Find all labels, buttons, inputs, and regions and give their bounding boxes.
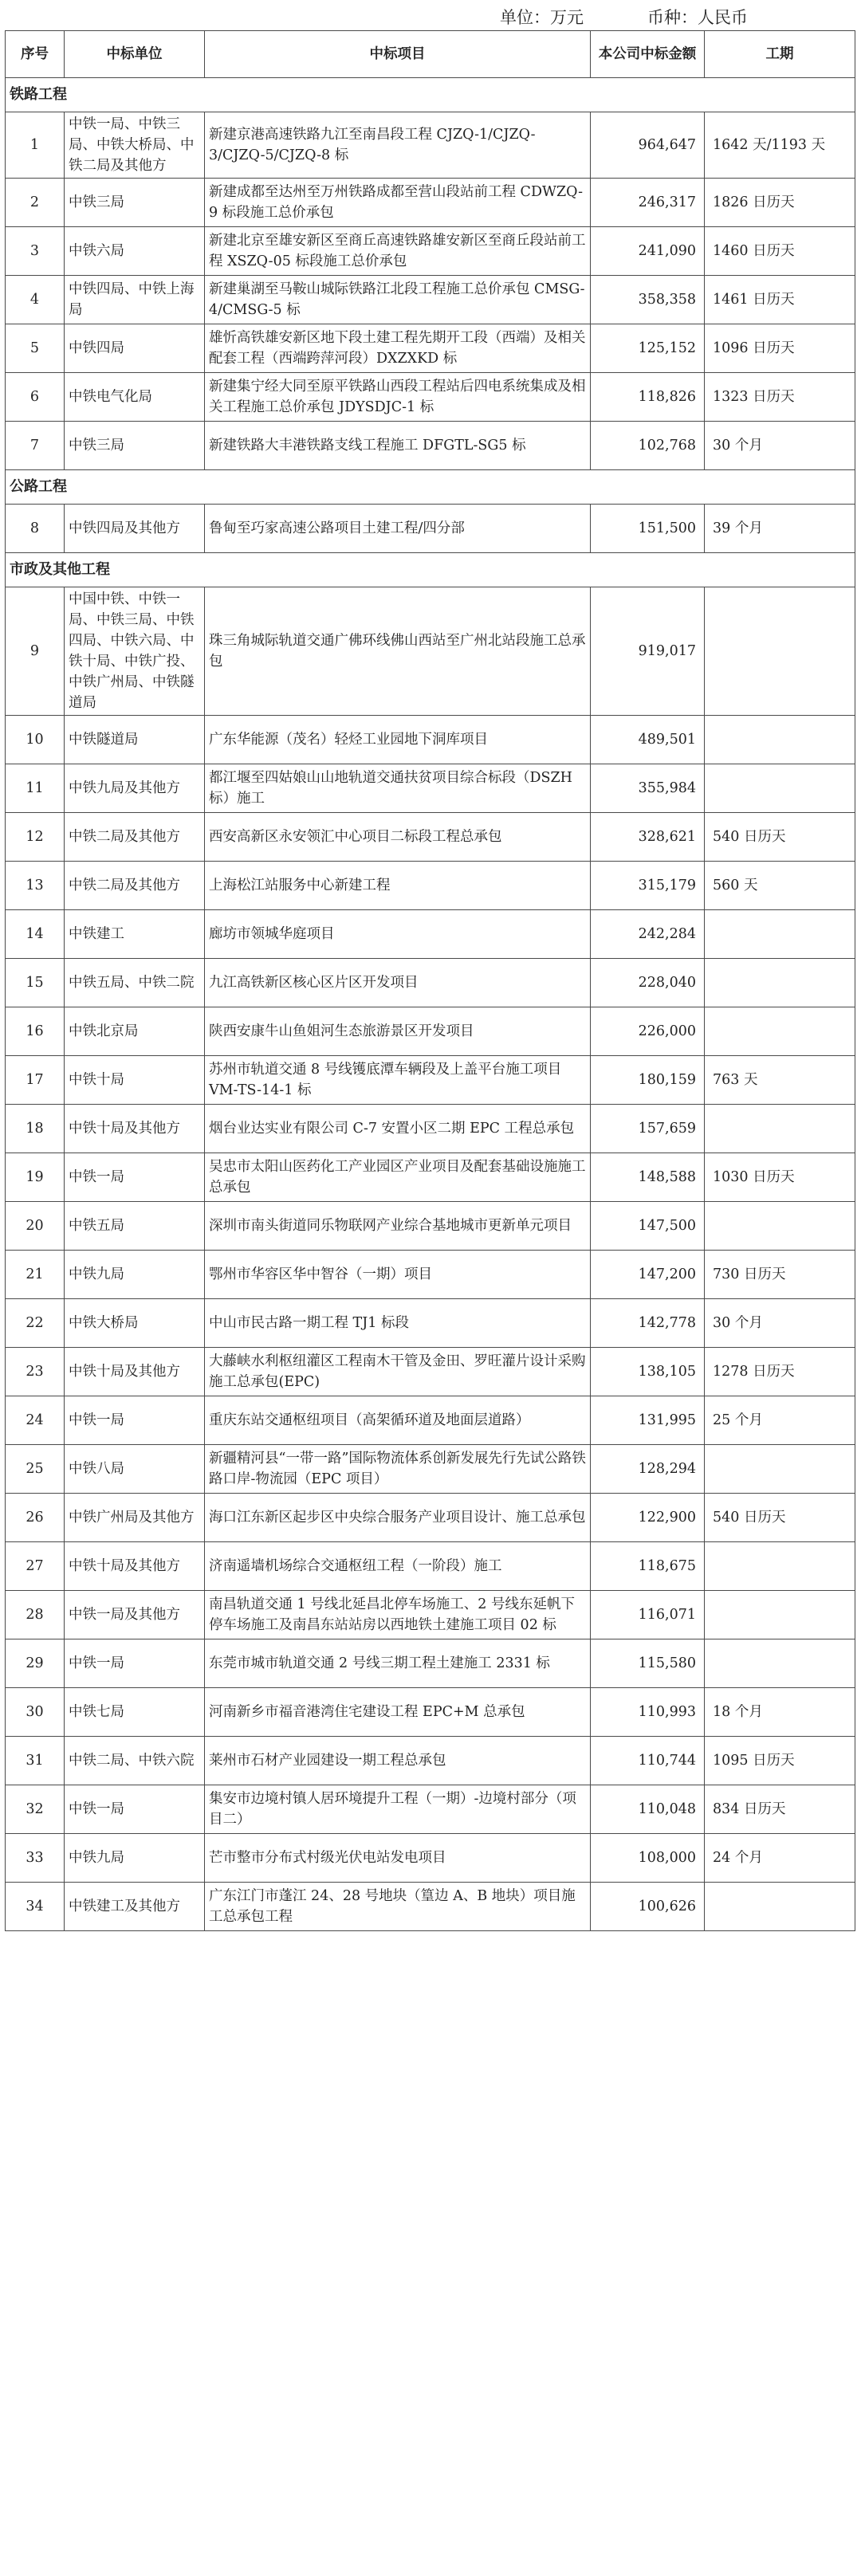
- row-winning-unit: 中铁一局: [65, 1153, 205, 1202]
- table-row: [6, 1299, 855, 1348]
- row-index: 7: [6, 422, 65, 470]
- row-period: 1323 日历天: [705, 373, 855, 422]
- row-amount: 228,040: [591, 959, 705, 1007]
- row-winning-unit: 中铁建工及其他方: [65, 1883, 205, 1931]
- row-period: 1278 日历天: [705, 1348, 855, 1396]
- row-winning-unit: 中铁四局、中铁上海局: [65, 276, 205, 324]
- row-winning-unit: 中铁二局、中铁六院: [65, 1737, 205, 1785]
- col-header-amount: 本公司中标金额: [591, 31, 705, 78]
- row-index: 30: [6, 1688, 65, 1737]
- row-period: [705, 1202, 855, 1251]
- row-index: 5: [6, 324, 65, 373]
- row-period: 730 日历天: [705, 1251, 855, 1299]
- row-winning-unit: 中铁五局: [65, 1202, 205, 1251]
- row-index: 20: [6, 1202, 65, 1251]
- row-index: 33: [6, 1834, 65, 1883]
- row-index: 11: [6, 764, 65, 813]
- row-period: [705, 1105, 855, 1153]
- row-winning-unit: 中铁九局: [65, 1251, 205, 1299]
- row-period: 39 个月: [705, 505, 855, 553]
- row-project: 海口江东新区起步区中央综合服务产业项目设计、施工总承包: [205, 1494, 591, 1542]
- table-row: [6, 1494, 855, 1542]
- row-amount: 110,993: [591, 1688, 705, 1737]
- col-header-index: 序号: [6, 31, 65, 78]
- row-index: 1: [6, 112, 65, 179]
- table-row: [6, 373, 855, 422]
- row-project: 新建成都至达州至万州铁路成都至营山段站前工程 CDWZQ-9 标段施工总价承包: [205, 179, 591, 227]
- table-row: [6, 1007, 855, 1056]
- row-project: 廊坊市领城华庭项目: [205, 910, 591, 959]
- row-project: 重庆东站交通枢纽项目（高架循环道及地面层道路）: [205, 1396, 591, 1445]
- section-title: 铁路工程: [6, 78, 855, 112]
- row-amount: 147,500: [591, 1202, 705, 1251]
- table-row: [6, 764, 855, 813]
- row-project: 中山市民古路一期工程 TJ1 标段: [205, 1299, 591, 1348]
- section-title: 公路工程: [6, 470, 855, 505]
- row-winning-unit: 中国中铁、中铁一局、中铁三局、中铁四局、中铁六局、中铁十局、中铁广投、中铁广州局、中铁隧道局: [65, 587, 205, 716]
- row-project: 集安市边境村镇人居环境提升工程（一期）-边境村部分（项目二）: [205, 1785, 591, 1834]
- table-row: [6, 1834, 855, 1883]
- table-body: [6, 78, 855, 1931]
- row-winning-unit: 中铁九局及其他方: [65, 764, 205, 813]
- row-index: 3: [6, 227, 65, 276]
- row-index: 28: [6, 1591, 65, 1639]
- row-winning-unit: 中铁二局及其他方: [65, 862, 205, 910]
- table-row: [6, 1251, 855, 1299]
- currency-label: 币种：人民币: [647, 8, 748, 27]
- bid-table: [5, 30, 855, 1931]
- row-project: 都江堰至四姑娘山山地轨道交通扶贫项目综合标段（DSZH 标）施工: [205, 764, 591, 813]
- row-amount: 246,317: [591, 179, 705, 227]
- row-winning-unit: 中铁一局: [65, 1639, 205, 1688]
- row-winning-unit: 中铁八局: [65, 1445, 205, 1494]
- row-winning-unit: 中铁二局及其他方: [65, 813, 205, 862]
- row-index: 15: [6, 959, 65, 1007]
- row-period: 25 个月: [705, 1396, 855, 1445]
- row-amount: 115,580: [591, 1639, 705, 1688]
- table-row: [6, 1883, 855, 1931]
- row-winning-unit: 中铁四局及其他方: [65, 505, 205, 553]
- row-period: 1642 天/1193 天: [705, 112, 855, 179]
- table-row: [6, 1202, 855, 1251]
- table-row: [6, 112, 855, 179]
- row-index: 12: [6, 813, 65, 862]
- row-period: 834 日历天: [705, 1785, 855, 1834]
- table-row: [6, 716, 855, 764]
- row-amount: 102,768: [591, 422, 705, 470]
- table-row: [6, 1542, 855, 1591]
- row-winning-unit: 中铁九局: [65, 1834, 205, 1883]
- table-row: [6, 587, 855, 716]
- row-winning-unit: 中铁北京局: [65, 1007, 205, 1056]
- row-period: 24 个月: [705, 1834, 855, 1883]
- row-amount: 138,105: [591, 1348, 705, 1396]
- table-row: [6, 813, 855, 862]
- row-amount: 315,179: [591, 862, 705, 910]
- table-row: [6, 1105, 855, 1153]
- row-amount: 358,358: [591, 276, 705, 324]
- row-index: 22: [6, 1299, 65, 1348]
- row-amount: 118,826: [591, 373, 705, 422]
- row-index: 26: [6, 1494, 65, 1542]
- row-project: 新建铁路大丰港铁路支线工程施工 DFGTL-SG5 标: [205, 422, 591, 470]
- row-winning-unit: 中铁十局及其他方: [65, 1542, 205, 1591]
- row-index: 2: [6, 179, 65, 227]
- row-period: 1095 日历天: [705, 1737, 855, 1785]
- table-row: [6, 1153, 855, 1202]
- table-row: [6, 959, 855, 1007]
- row-project: 陕西安康牛山鱼姐河生态旅游景区开发项目: [205, 1007, 591, 1056]
- row-index: 34: [6, 1883, 65, 1931]
- row-period: [705, 1445, 855, 1494]
- row-period: [705, 716, 855, 764]
- row-amount: 128,294: [591, 1445, 705, 1494]
- row-project: 吴忠市太阳山医药化工产业园区产业项目及配套基础设施施工总承包: [205, 1153, 591, 1202]
- row-period: [705, 910, 855, 959]
- row-period: 1461 日历天: [705, 276, 855, 324]
- row-project: 珠三角城际轨道交通广佛环线佛山西站至广州北站段施工总承包: [205, 587, 591, 716]
- row-amount: 116,071: [591, 1591, 705, 1639]
- row-winning-unit: 中铁五局、中铁二院: [65, 959, 205, 1007]
- row-project: 鄂州市华容区华中智谷（一期）项目: [205, 1251, 591, 1299]
- row-winning-unit: 中铁大桥局: [65, 1299, 205, 1348]
- table-row: [6, 1737, 855, 1785]
- row-winning-unit: 中铁三局: [65, 179, 205, 227]
- row-winning-unit: 中铁六局: [65, 227, 205, 276]
- table-row: [6, 422, 855, 470]
- row-period: 763 天: [705, 1056, 855, 1105]
- row-winning-unit: 中铁四局: [65, 324, 205, 373]
- row-index: 4: [6, 276, 65, 324]
- row-project: 广东江门市蓬江 24、28 号地块（篁边 A、B 地块）项目施工总承包工程: [205, 1883, 591, 1931]
- row-index: 27: [6, 1542, 65, 1591]
- section-header-row: [6, 470, 855, 505]
- row-index: 6: [6, 373, 65, 422]
- row-amount: 147,200: [591, 1251, 705, 1299]
- col-header-period: 工期: [705, 31, 855, 78]
- row-amount: 489,501: [591, 716, 705, 764]
- row-period: [705, 959, 855, 1007]
- row-project: 东莞市城市轨道交通 2 号线三期工程土建施工 2331 标: [205, 1639, 591, 1688]
- table-row: [6, 862, 855, 910]
- row-project: 烟台业达实业有限公司 C-7 安置小区二期 EPC 工程总承包: [205, 1105, 591, 1153]
- row-amount: 131,995: [591, 1396, 705, 1445]
- table-row: [6, 1348, 855, 1396]
- row-index: 10: [6, 716, 65, 764]
- unit-label: 单位：万元: [500, 8, 584, 27]
- row-period: [705, 1007, 855, 1056]
- row-amount: 125,152: [591, 324, 705, 373]
- row-index: 13: [6, 862, 65, 910]
- table-row: [6, 1785, 855, 1834]
- table-row: [6, 1396, 855, 1445]
- row-amount: 226,000: [591, 1007, 705, 1056]
- row-index: 24: [6, 1396, 65, 1445]
- row-winning-unit: 中铁十局及其他方: [65, 1348, 205, 1396]
- table-row: [6, 179, 855, 227]
- row-winning-unit: 中铁三局: [65, 422, 205, 470]
- row-period: 30 个月: [705, 1299, 855, 1348]
- row-index: 32: [6, 1785, 65, 1834]
- row-project: 新建集宁经大同至原平铁路山西段工程站后四电系统集成及相关工程施工总价承包 JDYSDJC-1 标: [205, 373, 591, 422]
- row-period: 1826 日历天: [705, 179, 855, 227]
- col-header-project: 中标项目: [205, 31, 591, 78]
- row-winning-unit: 中铁十局: [65, 1056, 205, 1105]
- row-period: 560 天: [705, 862, 855, 910]
- table-row: [6, 1688, 855, 1737]
- row-winning-unit: 中铁七局: [65, 1688, 205, 1737]
- row-period: [705, 1639, 855, 1688]
- row-amount: 157,659: [591, 1105, 705, 1153]
- row-project: 大藤峡水利枢纽灌区工程南木干管及金田、罗旺灌片设计采购施工总承包(EPC): [205, 1348, 591, 1396]
- row-amount: 110,048: [591, 1785, 705, 1834]
- row-amount: 100,626: [591, 1883, 705, 1931]
- row-amount: 241,090: [591, 227, 705, 276]
- row-index: 19: [6, 1153, 65, 1202]
- table-row: [6, 1591, 855, 1639]
- table-row: [6, 1056, 855, 1105]
- row-winning-unit: 中铁一局: [65, 1396, 205, 1445]
- row-amount: 964,647: [591, 112, 705, 179]
- row-project: 新建京港高速铁路九江至南昌段工程 CJZQ-1/CJZQ-3/CJZQ-5/CJZQ-8 标: [205, 112, 591, 179]
- row-amount: 355,984: [591, 764, 705, 813]
- row-period: 540 日历天: [705, 1494, 855, 1542]
- row-winning-unit: 中铁一局: [65, 1785, 205, 1834]
- row-project: 莱州市石材产业园建设一期工程总承包: [205, 1737, 591, 1785]
- row-amount: 118,675: [591, 1542, 705, 1591]
- row-project: 雄忻高铁雄安新区地下段土建工程先期开工段（西端）及相关配套工程（西端跨萍河段）DXZXKD 标: [205, 324, 591, 373]
- row-index: 21: [6, 1251, 65, 1299]
- row-index: 16: [6, 1007, 65, 1056]
- row-index: 29: [6, 1639, 65, 1688]
- section-header-row: [6, 553, 855, 587]
- row-project: 西安高新区永安领汇中心项目二标段工程总承包: [205, 813, 591, 862]
- row-winning-unit: 中铁电气化局: [65, 373, 205, 422]
- table-row: [6, 276, 855, 324]
- row-index: 17: [6, 1056, 65, 1105]
- row-amount: 180,159: [591, 1056, 705, 1105]
- row-index: 9: [6, 587, 65, 716]
- row-project: 南昌轨道交通 1 号线北延昌北停车场施工、2 号线东延帆下停车场施工及南昌东站站房以西地铁土建施工项目 02 标: [205, 1591, 591, 1639]
- row-project: 河南新乡市福音港湾住宅建设工程 EPC+M 总承包: [205, 1688, 591, 1737]
- row-period: 30 个月: [705, 422, 855, 470]
- row-winning-unit: 中铁建工: [65, 910, 205, 959]
- row-period: [705, 587, 855, 716]
- row-index: 8: [6, 505, 65, 553]
- row-period: 18 个月: [705, 1688, 855, 1737]
- row-project: 芒市整市分布式村级光伏电站发电项目: [205, 1834, 591, 1883]
- row-index: 14: [6, 910, 65, 959]
- row-amount: 328,621: [591, 813, 705, 862]
- unit-bar: [0, 0, 861, 30]
- row-project: 苏州市轨道交通 8 号线镬底潭车辆段及上盖平台施工项目VM-TS-14-1 标: [205, 1056, 591, 1105]
- row-amount: 148,588: [591, 1153, 705, 1202]
- row-amount: 142,778: [591, 1299, 705, 1348]
- table-row: [6, 1445, 855, 1494]
- col-header-unit: 中标单位: [65, 31, 205, 78]
- row-period: 1030 日历天: [705, 1153, 855, 1202]
- row-period: 1096 日历天: [705, 324, 855, 373]
- table-row: [6, 324, 855, 373]
- row-amount: 108,000: [591, 1834, 705, 1883]
- row-project: 新疆精河县“一带一路”国际物流体系创新发展先行先试公路铁路口岸-物流园（EPC 项目）: [205, 1445, 591, 1494]
- row-amount: 122,900: [591, 1494, 705, 1542]
- row-amount: 242,284: [591, 910, 705, 959]
- row-winning-unit: 中铁一局及其他方: [65, 1591, 205, 1639]
- table-row: [6, 227, 855, 276]
- table-header-row: [6, 31, 855, 78]
- row-index: 25: [6, 1445, 65, 1494]
- row-period: [705, 1591, 855, 1639]
- row-amount: 110,744: [591, 1737, 705, 1785]
- row-project: 广东华能源（茂名）轻烃工业园地下洞库项目: [205, 716, 591, 764]
- row-period: [705, 1542, 855, 1591]
- row-winning-unit: 中铁一局、中铁三局、中铁大桥局、中铁二局及其他方: [65, 112, 205, 179]
- table-row: [6, 1639, 855, 1688]
- row-project: 新建巢湖至马鞍山城际铁路江北段工程施工总价承包 CMSG-4/CMSG-5 标: [205, 276, 591, 324]
- row-period: [705, 1883, 855, 1931]
- row-index: 23: [6, 1348, 65, 1396]
- table-row: [6, 910, 855, 959]
- row-project: 上海松江站服务中心新建工程: [205, 862, 591, 910]
- section-header-row: [6, 78, 855, 112]
- row-winning-unit: 中铁广州局及其他方: [65, 1494, 205, 1542]
- row-winning-unit: 中铁隧道局: [65, 716, 205, 764]
- row-period: 540 日历天: [705, 813, 855, 862]
- row-project: 九江高铁新区核心区片区开发项目: [205, 959, 591, 1007]
- table-row: [6, 505, 855, 553]
- row-project: 深圳市南头街道同乐物联网产业综合基地城市更新单元项目: [205, 1202, 591, 1251]
- row-project: 新建北京至雄安新区至商丘高速铁路雄安新区至商丘段站前工程 XSZQ-05 标段施工总价承包: [205, 227, 591, 276]
- row-project: 济南遥墙机场综合交通枢纽工程（一阶段）施工: [205, 1542, 591, 1591]
- row-period: 1460 日历天: [705, 227, 855, 276]
- row-period: [705, 764, 855, 813]
- row-index: 18: [6, 1105, 65, 1153]
- section-title: 市政及其他工程: [6, 553, 855, 587]
- row-winning-unit: 中铁十局及其他方: [65, 1105, 205, 1153]
- row-amount: 151,500: [591, 505, 705, 553]
- row-amount: 919,017: [591, 587, 705, 716]
- row-index: 31: [6, 1737, 65, 1785]
- row-project: 鲁甸至巧家高速公路项目土建工程/四分部: [205, 505, 591, 553]
